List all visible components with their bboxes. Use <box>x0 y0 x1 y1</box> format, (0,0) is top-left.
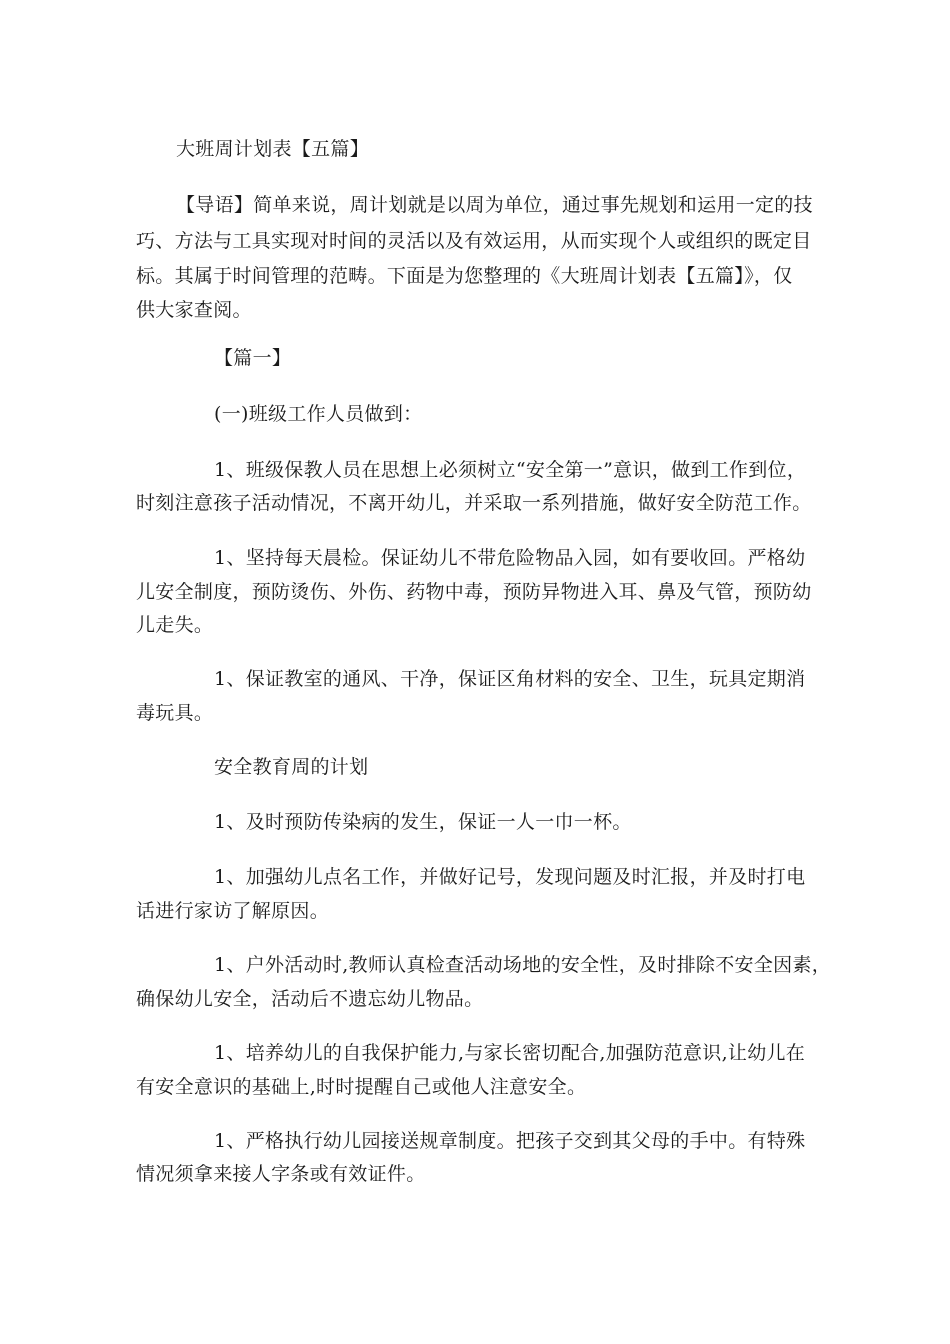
item-7-line-1: 1、培养幼儿的自我保护能力,与家长密切配合,加强防范意识,让幼儿在 <box>214 1042 806 1064</box>
intro-line-3: 标。其属于时间管理的范畴。下面是为您整理的《大班周计划表【五篇】》，仅 <box>136 265 793 287</box>
item-3-line-1: 1、保证教室的通风、干净，保证区角材料的安全、卫生，玩具定期消 <box>214 668 806 690</box>
item-2-line-1: 1、坚持每天晨检。保证幼儿不带危险物品入园，如有要收回。严格幼 <box>214 547 806 569</box>
item-8-line-2: 情况须拿来接人字条或有效证件。 <box>136 1163 426 1185</box>
item-6-line-1: 1、户外活动时,教师认真检查活动场地的安全性，及时排除不安全因素， <box>214 954 832 976</box>
item-2-line-2: 儿安全制度，预防烫伤、外伤、药物中毒，预防异物进入耳、鼻及气管，预防幼 <box>136 581 812 603</box>
item-8-line-1: 1、严格执行幼儿园接送规章制度。把孩子交到其父母的手中。有特殊 <box>214 1130 806 1152</box>
intro-line-1: 【导语】简单来说，周计划就是以周为单位，通过事先规划和运用一定的技 <box>176 194 813 216</box>
subheading-staff: (一)班级工作人员做到： <box>214 403 423 425</box>
item-2-line-3: 儿走失。 <box>136 614 214 636</box>
item-1-line-2: 时刻注意孩子活动情况，不离开幼儿，并采取一系列措施，做好安全防范工作。 <box>136 492 812 514</box>
item-1-line-1: 1、班级保教人员在思想上必须树立“安全第一”意识，做到工作到位， <box>214 459 807 481</box>
document-title: 大班周计划表【五篇】 <box>176 138 370 160</box>
item-6-line-2: 确保幼儿安全，活动后不遗忘幼儿物品。 <box>136 988 484 1010</box>
item-5-line-1: 1、加强幼儿点名工作，并做好记号，发现问题及时汇报，并及时打电 <box>214 866 806 888</box>
item-7-line-2: 有安全意识的基础上,时时提醒自己或他人注意安全。 <box>136 1076 587 1098</box>
item-5-line-2: 话进行家访了解原因。 <box>136 900 330 922</box>
item-4-line-1: 1、及时预防传染病的发生，保证一人一巾一杯。 <box>214 811 632 833</box>
subheading-safety: 安全教育周的计划 <box>214 756 369 778</box>
intro-line-4: 供大家查阅。 <box>136 299 252 321</box>
section-heading: 【篇一】 <box>214 347 292 369</box>
intro-line-2: 巧、方法与工具实现对时间的灵活以及有效运用，从而实现个人或组织的既定目 <box>136 230 812 252</box>
item-3-line-2: 毒玩具。 <box>136 702 214 724</box>
